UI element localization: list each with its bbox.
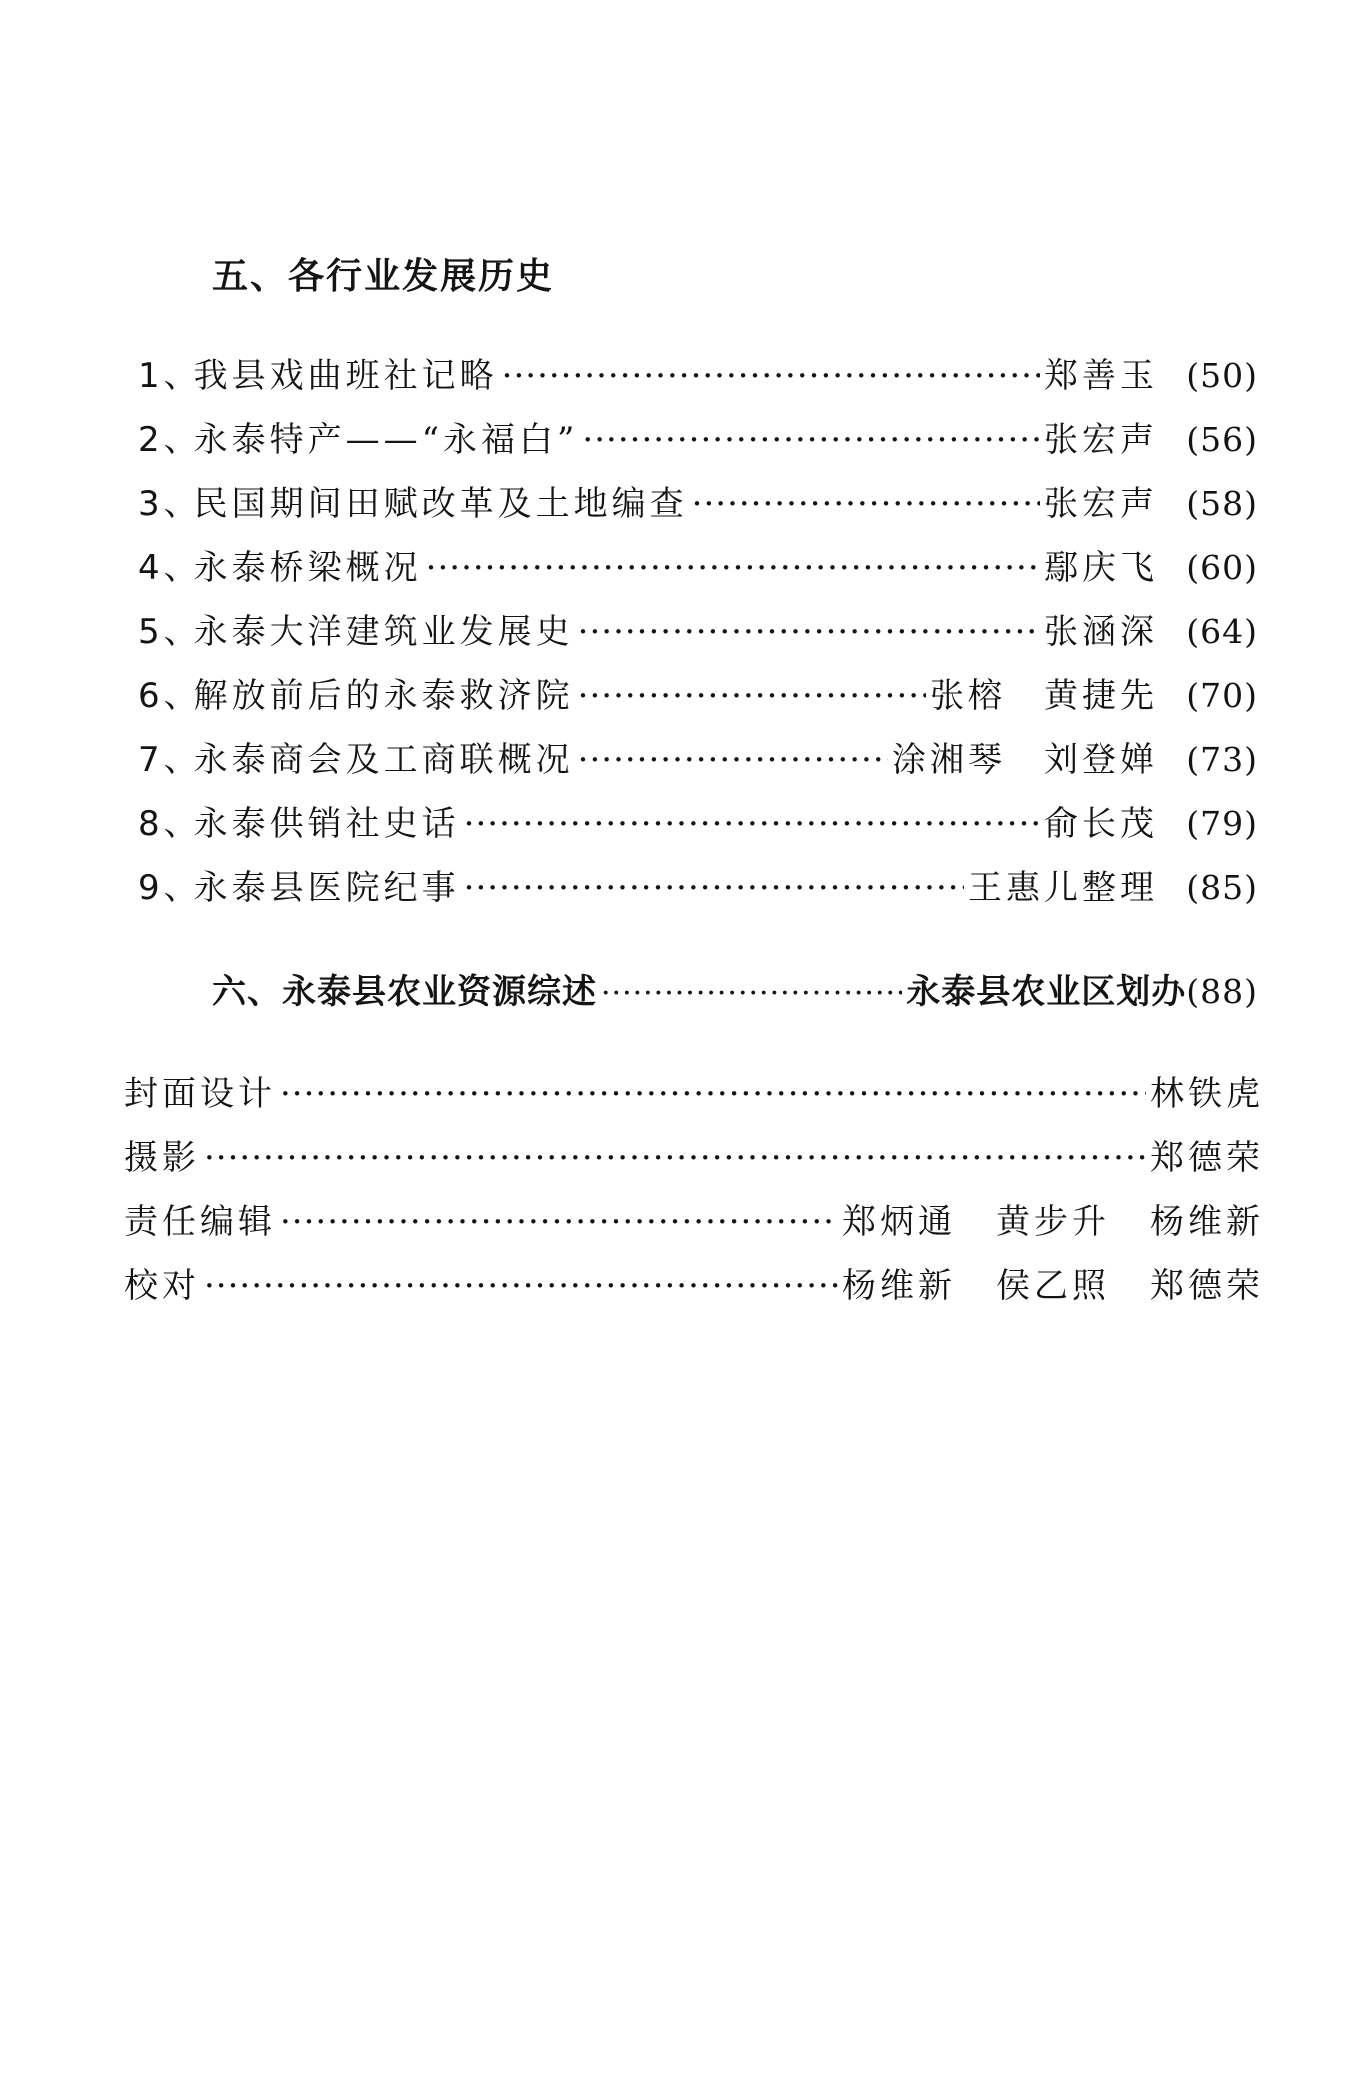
- entry-number: 6: [138, 676, 164, 716]
- leader-dots: [280, 1202, 838, 1242]
- leader-dots: [601, 976, 902, 1011]
- entry-number: 3: [138, 484, 164, 524]
- leader-dots: [464, 868, 964, 908]
- credit-name: 林铁虎: [1150, 1074, 1264, 1114]
- entry-title: 永泰大洋建筑业发展史: [193, 612, 574, 652]
- credit-name: 郑德荣: [1150, 1138, 1264, 1178]
- toc-entry: 8 、 永泰供销社史话 ····· 俞长茂 (79): [138, 796, 1258, 860]
- leader-dots: [426, 548, 1040, 588]
- credit-names: [842, 1258, 1264, 1307]
- leader-dots: [578, 740, 888, 780]
- toc-entry: 9 、 永泰县医院纪事 ····· 王惠儿整理 (85): [138, 860, 1258, 924]
- entry-title: 我县戏曲班社记略: [193, 356, 498, 396]
- credit-row: [124, 1130, 1264, 1194]
- credit-row: [124, 1066, 1264, 1130]
- entry-page: (58): [1186, 484, 1258, 523]
- toc-entry: 4 、 永泰桥梁概况 ····· 鄢庆飞 (60): [138, 540, 1258, 604]
- section6-page: (88): [1186, 972, 1258, 1011]
- toc-entry: 5 、 永泰大洋建筑业发展史 ····· 张涵深 (64): [138, 604, 1258, 668]
- leader-dots: [502, 356, 1040, 396]
- section6-author: 永泰县农业区划办: [906, 972, 1187, 1012]
- credit-names: [842, 1194, 1264, 1243]
- entry-author: 张涵深: [1044, 612, 1158, 652]
- entry-title: 永泰县医院纪事: [193, 868, 460, 908]
- entry-author: 郑善玉: [1044, 356, 1158, 396]
- leader-dots: [578, 676, 926, 716]
- entry-page: (73): [1186, 740, 1258, 779]
- entry-page: (79): [1186, 804, 1258, 843]
- entry-number: 7: [138, 740, 164, 780]
- credit-name: 郑炳通: [842, 1202, 956, 1242]
- credit-name: 郑德荣: [1150, 1266, 1264, 1306]
- credit-name: 黄步升: [996, 1202, 1110, 1242]
- entry-page: (64): [1186, 612, 1258, 651]
- credit-role: 摄影: [124, 1138, 200, 1178]
- credits-list: [124, 1066, 1264, 1322]
- entry-page: (60): [1186, 548, 1258, 587]
- entry-author: 涂湘琴 刘登婵: [892, 740, 1158, 780]
- leader-dots: [280, 1074, 1146, 1114]
- leader-dots: [578, 612, 1040, 652]
- entry-author: 俞长茂: [1044, 804, 1158, 844]
- section-heading-5: 五、各行业发展历史: [212, 256, 555, 297]
- entry-number: 1: [138, 356, 164, 396]
- entry-number: 5: [138, 612, 164, 652]
- entry-number: 8: [138, 804, 164, 844]
- toc-entry: 6 、 解放前后的永泰救济院 ····· 张榕 黄捷先 (70): [138, 668, 1258, 732]
- entry-page: (56): [1186, 420, 1258, 459]
- leader-dots: [204, 1266, 838, 1306]
- credit-names: [1150, 1130, 1264, 1179]
- credit-role: 责任编辑: [124, 1202, 276, 1242]
- entry-title: 永泰桥梁概况: [193, 548, 422, 588]
- toc-entry: 3 、 民国期间田赋改革及土地编查 ····· 张宏声 (58): [138, 476, 1258, 540]
- entry-title: 永泰供销社史话: [193, 804, 460, 844]
- credit-names: [1150, 1066, 1264, 1115]
- entry-number: 4: [138, 548, 164, 588]
- entry-author: 张榕 黄捷先: [930, 676, 1158, 716]
- credit-name: 杨维新: [842, 1266, 956, 1306]
- entry-title: 民国期间田赋改革及土地编查: [193, 484, 688, 524]
- credit-row: [124, 1258, 1264, 1322]
- credit-role: 封面设计: [124, 1074, 276, 1114]
- credit-name: 杨维新: [1150, 1202, 1264, 1242]
- leader-dots: [464, 804, 1040, 844]
- entry-page: (85): [1186, 868, 1258, 907]
- toc-entry: 2 、 永泰特产——“永福白” ····· 张宏声 (56): [138, 412, 1258, 476]
- entry-author: 鄢庆飞: [1044, 548, 1158, 588]
- section6-title: 六、永泰县农业资源综述: [212, 972, 597, 1012]
- toc-entry: 7 、 永泰商会及工商联概况 ····· 涂湘琴 刘登婵 (73): [138, 732, 1258, 796]
- entry-page: (50): [1186, 356, 1258, 395]
- credit-role: 校对: [124, 1266, 200, 1306]
- entry-author: 张宏声: [1044, 484, 1158, 524]
- entry-author: 张宏声: [1044, 420, 1158, 460]
- entry-number: 2: [138, 420, 164, 460]
- leader-dots: [204, 1138, 1146, 1178]
- section-heading-6: [212, 964, 1258, 1024]
- credit-row: [124, 1194, 1264, 1258]
- leader-dots: [692, 484, 1040, 524]
- entry-author: 王惠儿整理: [968, 868, 1158, 908]
- entry-title: 永泰商会及工商联概况: [193, 740, 574, 780]
- entry-page: (70): [1186, 676, 1258, 715]
- entry-title: 解放前后的永泰救济院: [193, 676, 574, 716]
- leader-dots: [582, 420, 1040, 460]
- entry-title: 永泰特产——“永福白”: [193, 420, 579, 460]
- entry-number: 9: [138, 868, 164, 908]
- credit-name: 侯乙照: [996, 1266, 1110, 1306]
- toc-entry: 1 、 我县戏曲班社记略 ····· 郑善玉 (50): [138, 348, 1258, 412]
- toc-list: [138, 348, 1258, 924]
